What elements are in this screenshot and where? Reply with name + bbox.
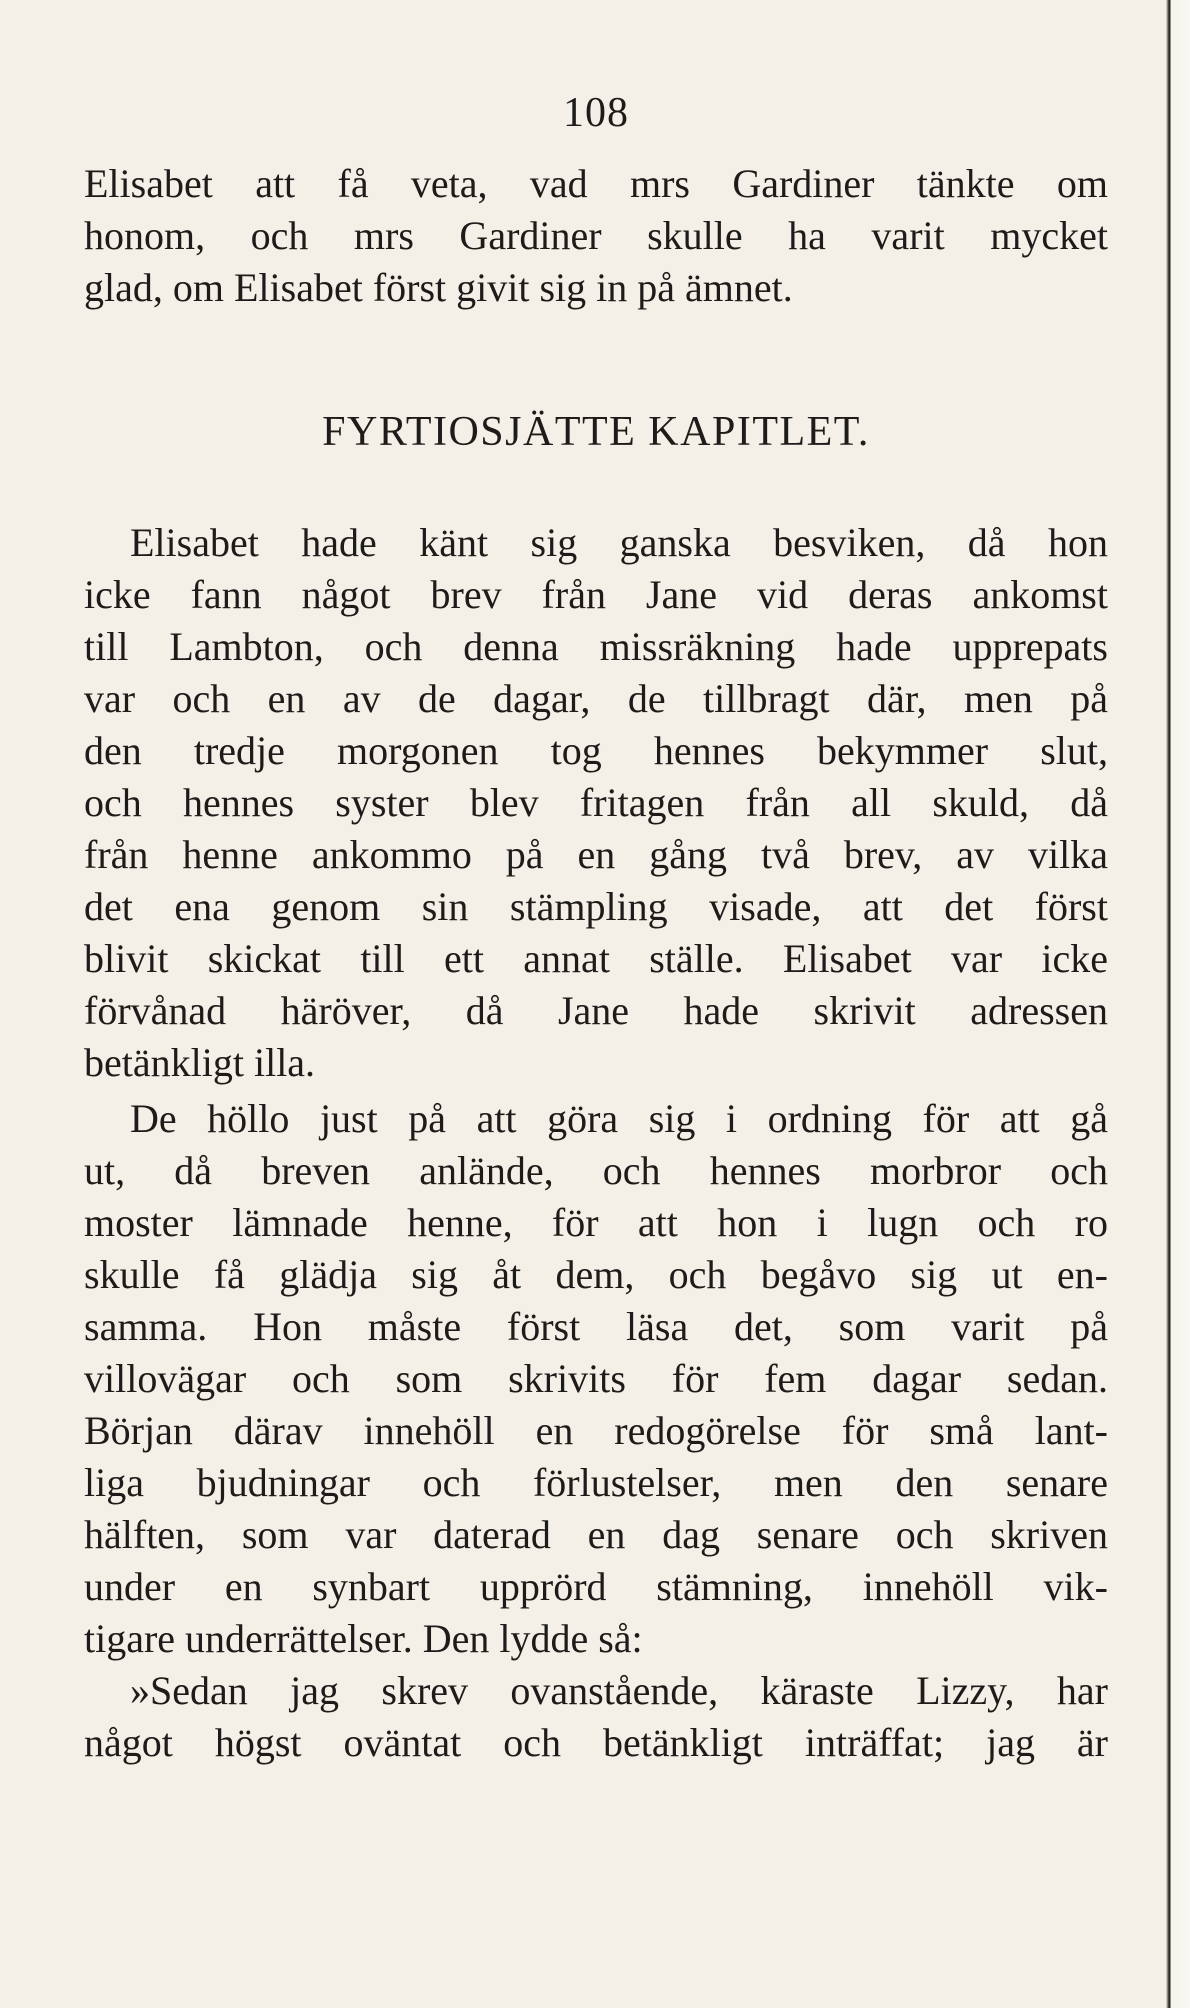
- paragraph-line: moster lämnade henne, för att hon i lugn och ro: [84, 1200, 1108, 1245]
- paragraph-line: De höllo just på att göra sig i ordning för att gå: [130, 1096, 1108, 1141]
- paragraph-line: under en synbart upprörd stämning, innehöll vik-: [84, 1564, 1108, 1609]
- paragraph-line: betänkligt illa.: [84, 1040, 316, 1085]
- paragraph-line: tigare underrättelser. Den lydde så:: [84, 1616, 643, 1661]
- paragraph-line: och hennes syster blev fritagen från all skuld, då: [84, 780, 1108, 825]
- paragraph-line: villovägar och som skrivits för fem dagar sedan.: [84, 1356, 1108, 1401]
- page-edge: [1166, 0, 1190, 2008]
- paragraph-line: samma. Hon måste först läsa det, som varit på: [84, 1304, 1108, 1349]
- paragraph-line: icke fann något brev från Jane vid deras ankomst: [84, 572, 1108, 617]
- intro-line: glad, om Elisabet först givit sig in på ämnet.: [84, 265, 793, 310]
- paragraph-line: Början därav innehöll en redogörelse för små lant-: [84, 1408, 1108, 1453]
- paragraph-line: var och en av de dagar, de tillbragt där, men på: [84, 676, 1108, 721]
- paragraph-line: det ena genom sin stämpling visade, att det först: [84, 884, 1108, 929]
- paragraph-line: ut, då breven anlände, och hennes morbror och: [84, 1148, 1108, 1193]
- paragraph-line: förvånad häröver, då Jane hade skrivit adressen: [84, 988, 1108, 1033]
- page-number: 108: [563, 90, 629, 136]
- paragraph-line: till Lambton, och denna missräkning hade upprepats: [84, 624, 1108, 669]
- paragraph-line: från henne ankommo på en gång två brev, av vilka: [84, 832, 1108, 877]
- paragraph-line: skulle få glädja sig åt dem, och begåvo sig ut en-: [84, 1252, 1108, 1297]
- paragraph-line: blivit skickat till ett annat ställe. Elisabet var icke: [84, 936, 1108, 981]
- chapter-heading: FYRTIOSJÄTTE KAPITLET.: [322, 409, 870, 455]
- intro-line: honom, och mrs Gardiner skulle ha varit mycket: [84, 213, 1108, 258]
- paragraph-line: Elisabet hade känt sig ganska besviken, då hon: [130, 520, 1108, 565]
- paragraph-line: den tredje morgonen tog hennes bekymmer slut,: [84, 728, 1108, 773]
- paragraph-line: liga bjudningar och förlustelser, men den senare: [84, 1460, 1108, 1505]
- paragraph-line: något högst oväntat och betänkligt inträffat; jag är: [84, 1720, 1108, 1765]
- paragraph-line: hälften, som var daterad en dag senare och skriven: [84, 1512, 1108, 1557]
- paragraph-line: »Sedan jag skrev ovanstående, käraste Lizzy, har: [130, 1668, 1108, 1713]
- intro-line: Elisabet att få veta, vad mrs Gardiner tänkte om: [84, 161, 1108, 206]
